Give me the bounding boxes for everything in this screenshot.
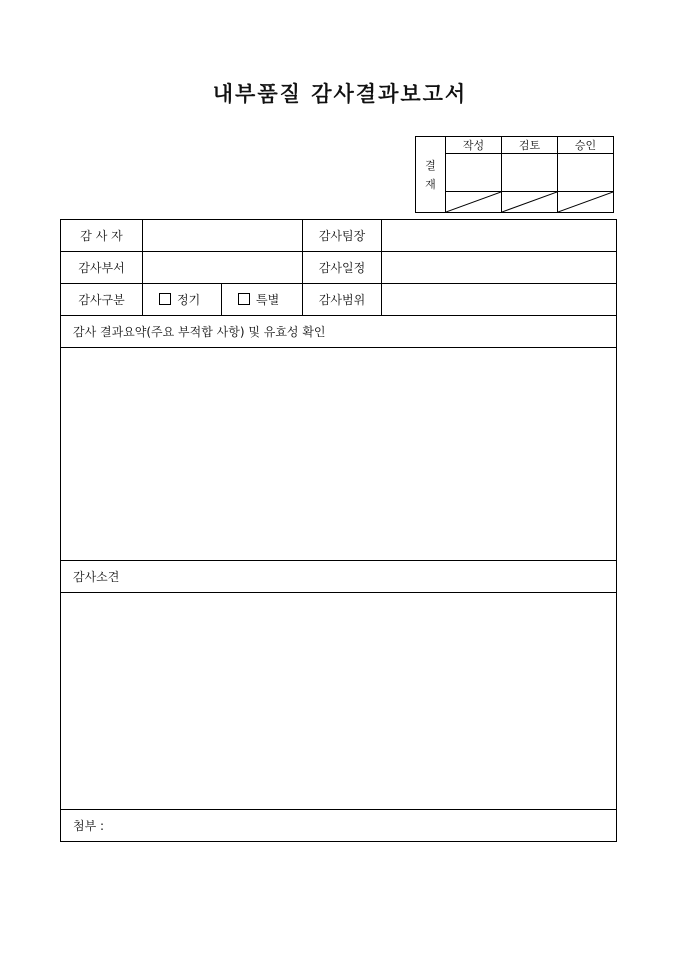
department-label: 감사부서 xyxy=(61,252,143,284)
auditor-label-text: 감 사 자 xyxy=(80,229,123,243)
approval-side-label-2: 재 xyxy=(425,177,436,191)
date-slash-icon xyxy=(558,192,613,212)
approval-side-label xyxy=(416,137,446,213)
approval-date-approve[interactable] xyxy=(558,192,614,213)
scope-field[interactable] xyxy=(382,284,617,316)
date-slash-icon xyxy=(502,192,557,212)
opinion-label: 감사소견 xyxy=(61,561,617,593)
audit-form-table xyxy=(60,219,617,842)
attachment-label: 첨부 : xyxy=(73,819,105,833)
auditor-field[interactable] xyxy=(143,220,303,252)
audit-type-special-option[interactable] xyxy=(222,284,303,316)
approval-date-author[interactable] xyxy=(446,192,502,213)
checkbox-icon[interactable] xyxy=(238,293,250,305)
audit-type-regular-option[interactable] xyxy=(143,284,222,316)
approval-col-approve: 승인 xyxy=(558,137,614,154)
document-title: 내부품질 감사결과보고서 xyxy=(212,81,468,106)
team-leader-field[interactable] xyxy=(382,220,617,252)
approval-side-label-1: 결 xyxy=(425,158,436,172)
approval-col-review: 검토 xyxy=(502,137,558,154)
approval-sign-review[interactable] xyxy=(502,154,558,192)
team-leader-label: 감사팀장 xyxy=(303,220,382,252)
opinion-area[interactable] xyxy=(61,593,617,810)
regular-option-label: 정기 xyxy=(177,293,201,307)
scope-label: 감사범위 xyxy=(303,284,382,316)
attachment-field[interactable] xyxy=(61,810,617,842)
auditor-label xyxy=(61,220,143,252)
audit-type-label: 감사구분 xyxy=(61,284,143,316)
schedule-field[interactable] xyxy=(382,252,617,284)
checkbox-icon[interactable] xyxy=(159,293,171,305)
schedule-label: 감사일정 xyxy=(303,252,382,284)
approval-sign-author[interactable] xyxy=(446,154,502,192)
approval-date-review[interactable] xyxy=(502,192,558,213)
approval-col-author: 작성 xyxy=(446,137,502,154)
special-option-label: 특별 xyxy=(256,293,280,307)
department-field[interactable] xyxy=(143,252,303,284)
date-slash-icon xyxy=(446,192,501,212)
approval-sign-approve[interactable] xyxy=(558,154,614,192)
approval-box xyxy=(415,136,614,213)
summary-area[interactable] xyxy=(61,348,617,561)
summary-label: 감사 결과요약(주요 부적합 사항) 및 유효성 확인 xyxy=(61,316,617,348)
